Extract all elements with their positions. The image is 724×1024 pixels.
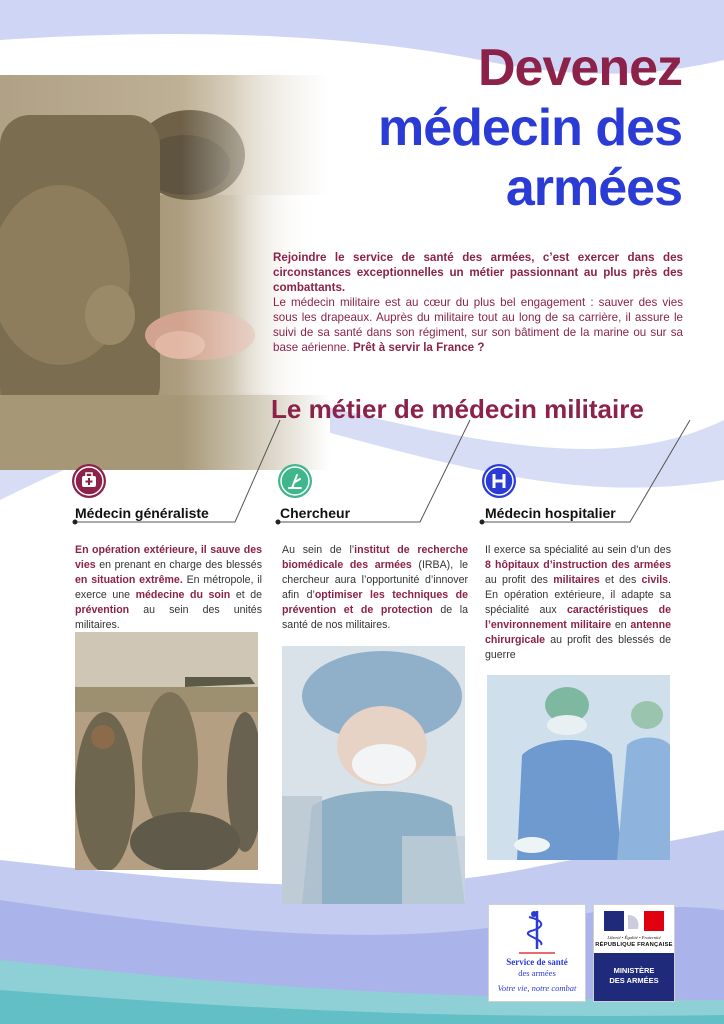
title-line-1: Devenez	[478, 39, 682, 97]
column-title-chercheur: Chercheur	[280, 505, 351, 521]
ssa-name-line1: Service de santé	[506, 957, 568, 967]
column-text-segment: médecine du soin	[135, 589, 231, 601]
column-text-segment: Il exerce sa spécialité au sein d’un des	[485, 544, 671, 556]
surgery-photo	[487, 675, 670, 860]
column-text-segment: prévention	[75, 604, 130, 616]
column-text-segment: institut de recherche biomédicale des armées	[282, 544, 469, 571]
intro-call-to-action: Prêt à servir la France ?	[352, 341, 485, 354]
republique-francaise: RÉPUBLIQUE FRANÇAISE	[595, 942, 673, 948]
column-text-segment: au profit des blessés de guerre	[485, 634, 671, 661]
caduceus-icon	[489, 905, 585, 965]
medical-bag-icon	[72, 464, 106, 498]
hospital-icon	[482, 464, 516, 498]
column-text-generaliste	[75, 543, 262, 633]
ministere-logo	[593, 904, 675, 1002]
intro-text	[273, 250, 683, 355]
ministere-line1: MINISTÈRE	[613, 966, 655, 975]
page-title	[240, 38, 682, 218]
column-text-segment: civils	[641, 574, 669, 586]
column-text-segment: En opération extérieure, il sauve des vies	[75, 544, 262, 571]
title-line-2: médecin des	[377, 99, 682, 157]
marianne-flag-icon	[594, 905, 674, 935]
ssa-slogan: Votre vie, notre combat	[497, 983, 577, 993]
ministere-band	[594, 953, 674, 1001]
column-text-segment: au sein des unités militaires.	[75, 604, 262, 631]
column-title-hospitalier: Médecin hospitalier	[485, 505, 616, 521]
column-title-generaliste: Médecin généraliste	[75, 505, 209, 521]
column-text-segment: Au sein de l’	[282, 544, 355, 556]
ministere-line2: DES ARMÉES	[609, 976, 659, 985]
ssa-name-line2: des armées	[518, 968, 556, 978]
column-text-segment: de la santé de nos militaires.	[282, 604, 468, 631]
column-text-segment: caractéristiques de l’environnement militaire	[485, 604, 671, 631]
title-line-3: armées	[505, 159, 682, 217]
column-text-segment: militaires	[553, 574, 600, 586]
column-text-segment: en situation extrême.	[75, 574, 183, 586]
field-evacuation-photo	[75, 632, 258, 870]
microscope-icon	[278, 464, 312, 498]
intro-body: Le médecin militaire est au cœur du plus bel engagement : sauver des vies sous les drapeaux. Auprès du militaire tout au long de sa carrière, il assure le suivi de sa santé dans son régiment, sur son bâtiment de la marine ou sur sa base aérienne.	[273, 296, 683, 354]
intro-lead: Rejoindre le service de santé des armées, c’est exercer dans des circonstances exceptionnelles un métier passionnant au plus près des combattants.	[273, 251, 683, 294]
ministere-motto: Liberté • Égalité • Fraternité	[607, 935, 661, 940]
section-title: Le métier de médecin militaire	[271, 394, 644, 424]
column-text-chercheur	[282, 543, 468, 633]
column-text-segment: et de	[230, 589, 262, 601]
column-text-segment: en prenant en charge des blessés	[95, 559, 262, 571]
column-text-segment: et des	[599, 574, 642, 586]
column-text-segment: optimiser les techniques de prévention et de protection	[282, 589, 468, 616]
researcher-lab-photo	[282, 646, 465, 904]
column-text-segment: en	[611, 619, 631, 631]
column-text-segment: 8 hôpitaux d’instruction des armées	[485, 559, 671, 571]
column-text-segment: au profit des	[485, 574, 554, 586]
ssa-logo	[488, 904, 586, 1002]
column-text-segment: En métropole, il exerce une	[75, 574, 263, 601]
column-text-segment: (IRBA), le chercheur aura l’opportunité d’innover afin d’	[282, 559, 468, 601]
column-text-segment: antenne chirurgicale	[485, 619, 671, 646]
column-text-hospitalier	[485, 543, 671, 663]
column-text-segment: . En opération extérieure, il adapte sa spécialité aux	[485, 574, 671, 616]
